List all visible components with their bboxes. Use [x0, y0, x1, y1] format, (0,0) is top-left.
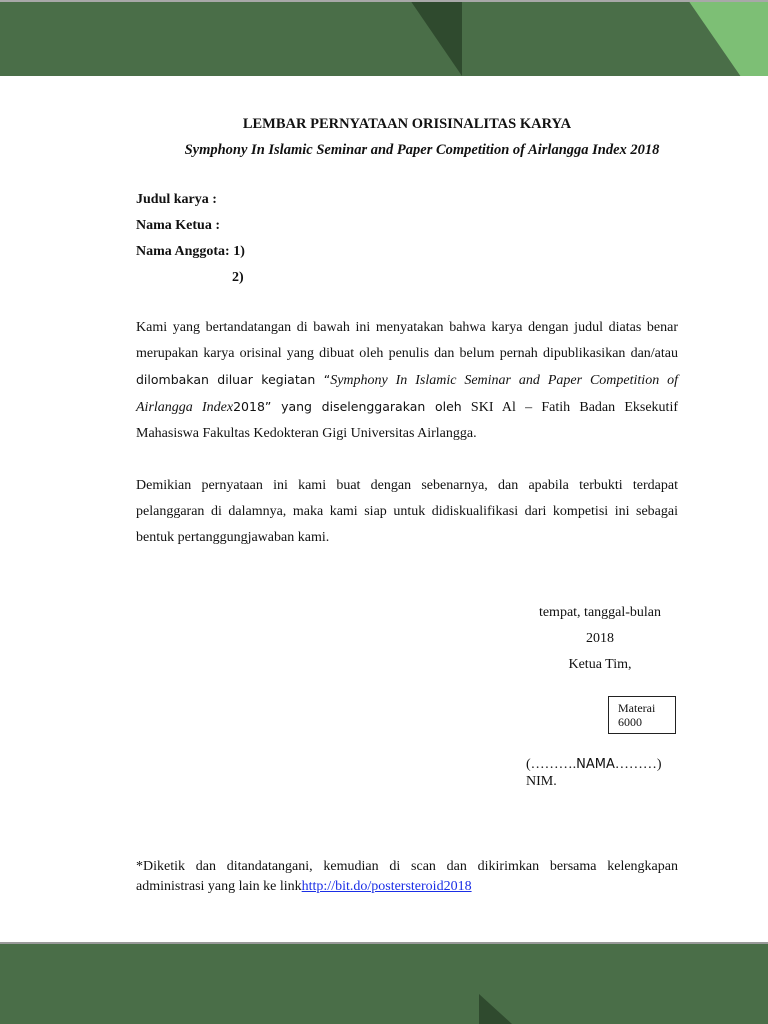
document-title: LEMBAR PERNYATAAN ORISINALITAS KARYA [242, 116, 572, 132]
footnote-text: *Diketik dan ditandatangani, kemudian di scan dan dikirimkan bersama kelengkapan administrasi yang lain ke link [136, 859, 678, 894]
form-fields [136, 187, 678, 291]
stamp-value: 6000 [618, 715, 642, 729]
field-nama-anggota-2: 2) [232, 270, 244, 285]
footer-dark-triangle [479, 994, 512, 1024]
footer-top-border [0, 942, 768, 944]
field-nama-anggota: Nama Anggota: 1) [136, 244, 245, 259]
signer-name-suffix: ………) [614, 757, 662, 772]
document-subtitle: Symphony In Islamic Seminar and Paper Competition of Airlangga Index 2018 [184, 142, 660, 158]
signature-place-date: tempat, tanggal-bulan [538, 605, 662, 620]
signature-year: 2018 [586, 631, 614, 646]
footer-banner [0, 942, 768, 1024]
field-nama-ketua: Nama Ketua : [136, 218, 220, 233]
signature-role: Ketua Tim, [568, 657, 632, 672]
signer-name-placeholder: NAMA [576, 757, 615, 772]
statement-paragraph [136, 315, 678, 447]
footer-decoration [0, 942, 768, 1024]
header-decoration [0, 0, 768, 76]
header-dark-triangle [410, 0, 462, 76]
document-body [136, 112, 678, 551]
footnote [136, 857, 678, 897]
statement-part-2: dilombakan diluar kegiatan “ [136, 372, 331, 387]
submission-link[interactable]: http://bit.do/postersteroid2018 [301, 879, 472, 894]
signer-name-block [526, 756, 662, 790]
field-judul-karya: Judul karya : [136, 192, 217, 207]
signer-nim: NIM. [526, 774, 557, 789]
stamp-label: Materai [618, 701, 656, 715]
header-banner [0, 0, 768, 76]
statement-part-5: SKI Al – Fatih Badan Eksekutif Mahasiswa Fakultas Kedokteran Gigi Universitas Airlangga. [136, 400, 678, 441]
header-top-border [0, 0, 768, 2]
materai-stamp-box [608, 696, 676, 734]
statement-part-4: 2018” yang diselenggarakan oleh [233, 399, 462, 414]
statement-part-1: Kami yang bertandatangan di bawah ini menyatakan bahwa karya dengan judul diatas benar merupakan karya orisinal yang dibuat oleh penulis dan belum pernah dipublikasikan dan/atau [136, 320, 678, 361]
signer-name-prefix: (………. [526, 757, 577, 772]
header-light-triangle [688, 0, 768, 76]
signature-block [520, 600, 680, 678]
signer-name-line [526, 756, 662, 773]
statement-event-name: Symphony In Islamic Seminar and Paper Competition of Airlangga Index [136, 373, 678, 415]
closing-paragraph: Demikian pernyataan ini kami buat dengan sebenarnya, dan apabila terbukti terdapat pelanggaran di dalamnya, maka kami siap untuk didiskualifikasi dari kompetisi ini sebagai bentuk pertanggungjawaban kami. [136, 478, 678, 545]
